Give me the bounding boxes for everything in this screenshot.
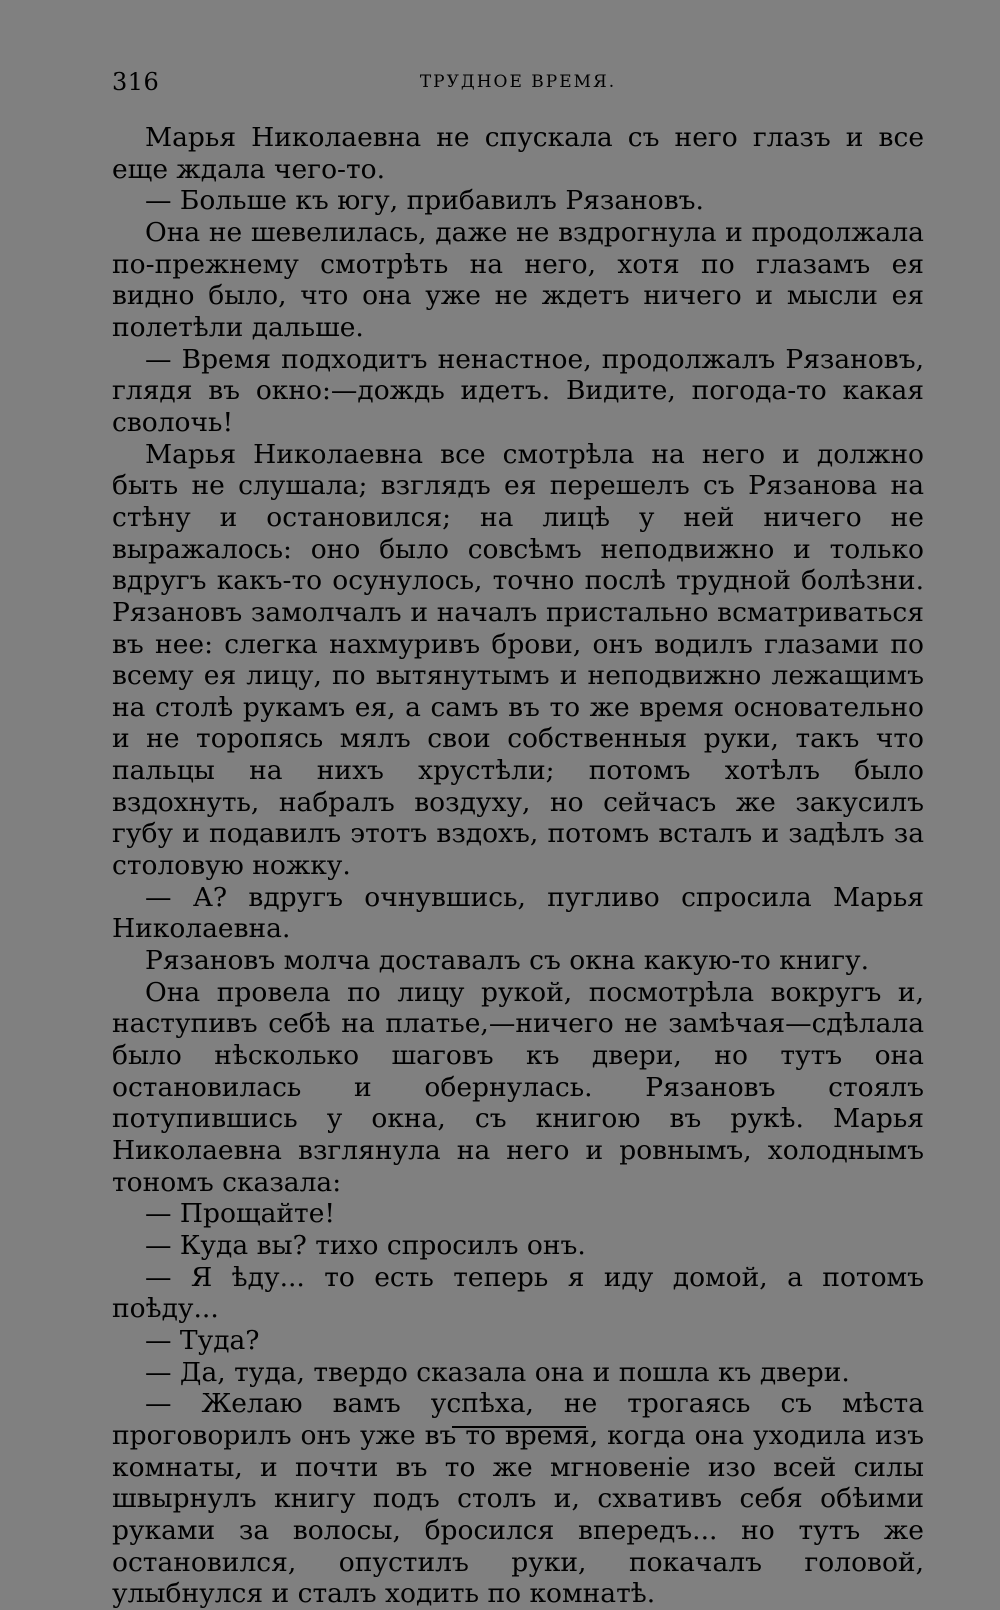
paragraph: — Туда? — [145, 1324, 260, 1356]
paragraph: Марья Николаевна не спускала съ него глазъ и все еще ждала чего-то. — [112, 122, 924, 185]
body-text — [112, 122, 924, 1610]
paragraph: — Желаю вамъ успѣха, не трогаясь съ мѣста проговорилъ онъ уже въ то время, когда она уходила изъ комнаты, и почти въ то же мгновеніе изо всей силы швырнулъ книгу подъ столъ и, схвативъ себя обѣими руками за волосы, бросился впередъ... но тутъ же остановился, опустилъ руки, покачалъ головой, улыбнулся и сталъ ходить по комнатѣ. — [112, 1388, 924, 1610]
running-title: ТРУДНОЕ ВРЕМЯ. — [419, 72, 617, 92]
section-end-rule — [452, 1426, 586, 1428]
paragraph: Марья Николаевна все смотрѣла на него и должно быть не слушала; взглядъ ея перешелъ съ Рязанова на стѣну и остановился; на лицѣ у ней ничего не выражалось: оно было совсѣмъ неподвижно и только вдругъ какъ-то осунулось, точно послѣ трудной болѣзни. Рязановъ замолчалъ и началъ пристально всматриваться въ нее: слегка нахмуривъ брови, онъ водилъ глазами по всему ея лицу, по вытянутымъ и неподвижно лежащимъ на столѣ рукамъ ея, а самъ въ то же время основательно и не торопясь мялъ свои собственныя руки, такъ что пальцы на нихъ хрустѣли; потомъ хотѣлъ было вздохнуть, набралъ воздуху, но сейчасъ же закусилъ губу и подавилъ этотъ вздохъ, потомъ всталъ и задѣлъ за столовую ножку. — [112, 438, 924, 882]
paragraph: — Прощайте! — [145, 1198, 336, 1230]
paragraph: — Больше къ югу, прибавилъ Рязановъ. — [145, 185, 704, 217]
paragraph: Она не шевелилась, даже не вздрогнула и продолжала по-прежнему смотрѣть на него, хотя по глазамъ ея видно было, что она уже не ждетъ ничего и мысли ея полетѣли дальше. — [112, 216, 924, 343]
running-head — [112, 68, 924, 102]
paragraph: — Время подходитъ ненастное, продолжалъ Рязановъ, глядя въ окно:—дождь идетъ. Видите, погода-то какая сволочь! — [112, 343, 924, 438]
paragraph: — Я ѣду... то есть теперь я иду домой, а потомъ поѣду... — [112, 1261, 924, 1325]
page-number: 316 — [112, 68, 160, 96]
paragraph: — А? вдругъ очнувшись, пугливо спросила Марья Николаевна. — [112, 881, 924, 945]
paragraph: Рязановъ молча доставалъ съ окна какую-то книгу. — [145, 945, 870, 977]
paragraph: — Куда вы? тихо спросилъ онъ. — [145, 1229, 586, 1261]
paragraph: — Да, туда, твердо сказала она и пошла къ двери. — [145, 1356, 850, 1388]
paragraph: Она провела по лицу рукой, посмотрѣла вокругъ и, наступивъ себѣ на платье,—ничего не замѣчая—сдѣлала было нѣсколько шаговъ къ двери, но тутъ она остановилась и обернулась. Рязановъ стоялъ потупившись у окна, съ книгою въ рукѣ. Марья Николаевна взглянула на него и ровнымъ, холоднымъ тономъ сказала: — [112, 976, 924, 1198]
